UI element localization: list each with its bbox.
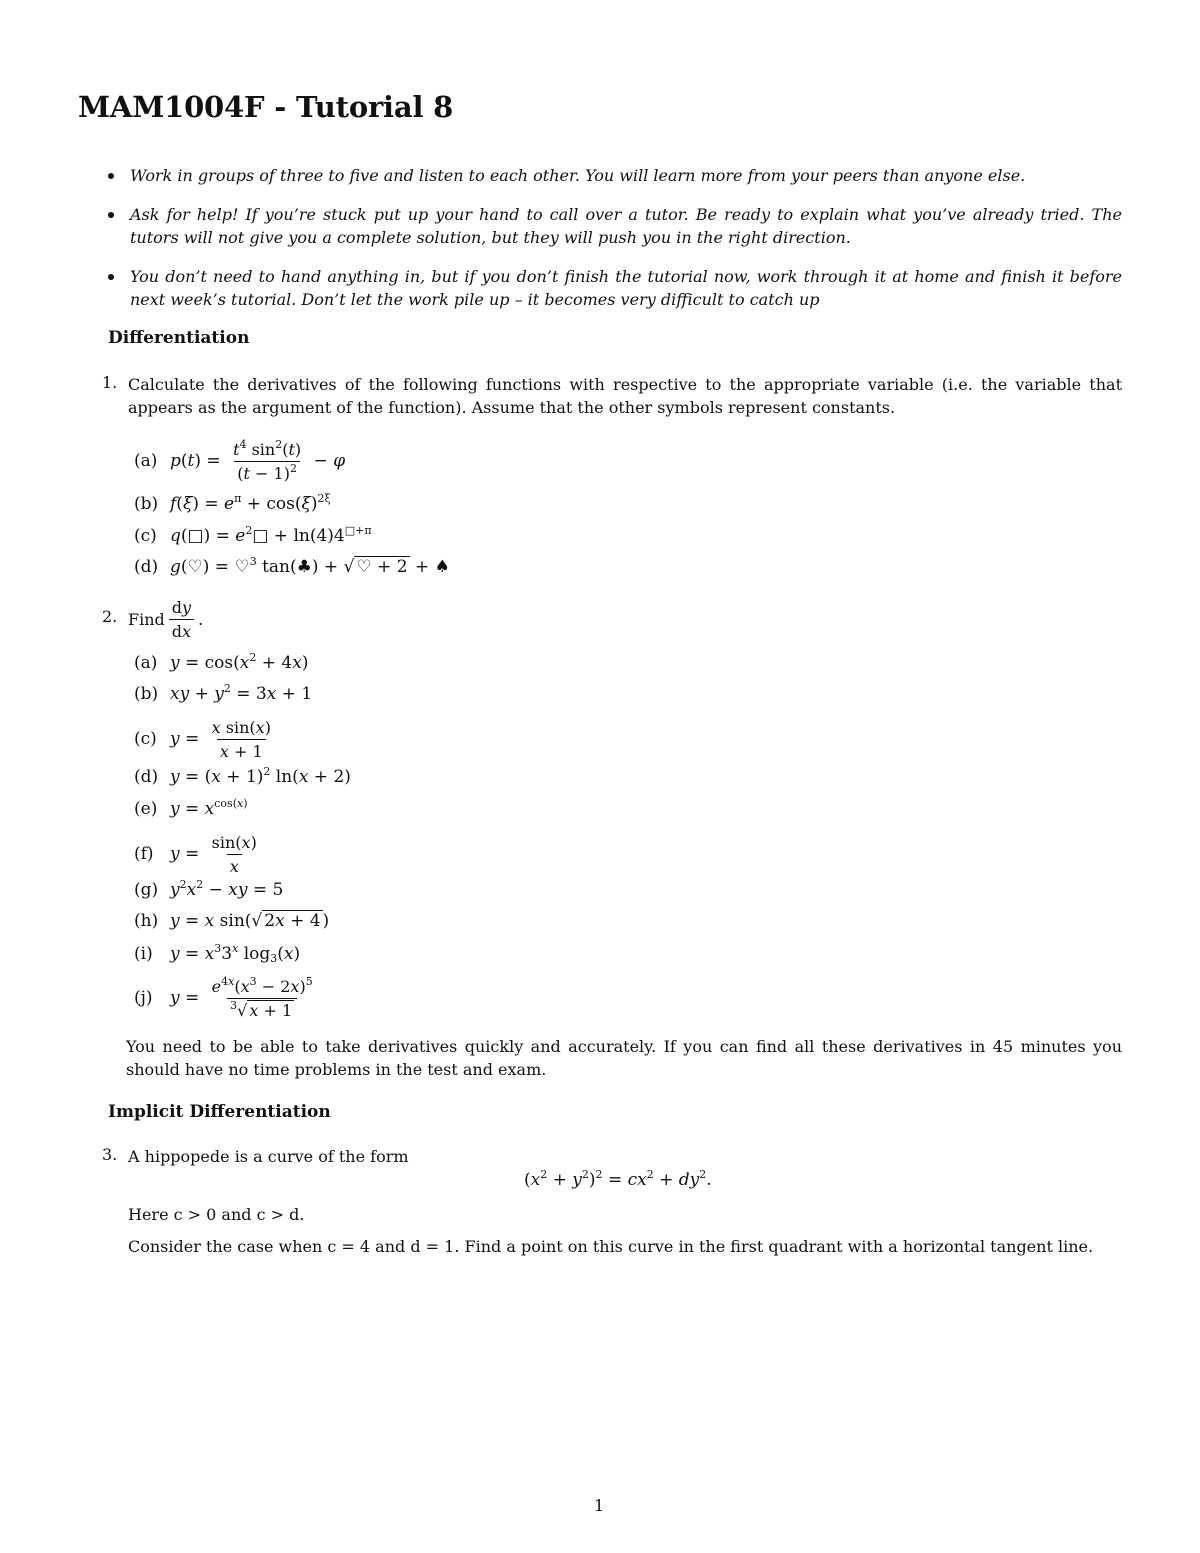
bullet-icon: [108, 274, 114, 280]
formula: $y = x^{cos(x)}$: [170, 797, 248, 819]
question-number: 2.: [102, 607, 118, 626]
formula: xy + $y^2 = 3x + 1$: [170, 682, 313, 704]
formula: $y = \cos(x^2 + 4x)$: [170, 651, 309, 673]
question-3-text: A hippopede is a curve of the form: [128, 1147, 409, 1166]
bullet-icon: [108, 173, 114, 179]
section-heading-implicit: Implicit Differentiation: [108, 1102, 331, 1122]
formula: $y = x^33^x$ $\log_3(x)$: [170, 942, 301, 965]
hippopede-equation: $(x^2 + y^2)^2 = cx^2 + dy^2$.: [524, 1168, 712, 1190]
formula: y = $\frac{\text{x sin(x)}}{x + 1}$: [170, 717, 271, 761]
question-1c: (c) q(□) = $e^2□ + \ln(4)4^{□+\pi}$: [134, 524, 372, 546]
question-2a: (a) $y = \cos(x^2 + 4x)$: [134, 651, 309, 673]
formula: $y^2x^2$ − xy = 5: [170, 878, 284, 900]
question-2h: (h) y = x sin(√ 2x + 4 ): [134, 911, 330, 931]
formula: $f(\xi) = e^\pi + \cos(\xi)^{2\xi}$: [170, 492, 331, 514]
question-1a: (a) p(t) = $\frac{t^4 \sin^2(t)}{(t - 1)^2}$ − φ: [134, 437, 346, 483]
section-heading-differentiation: Differentiation: [108, 328, 250, 348]
page-title: MAM1004F - Tutorial 8: [78, 90, 454, 124]
question-2f: (f) y = $\frac{\sin(x)}{x}$: [134, 828, 264, 880]
question-2d: (d) $y = (x + 1)^2$ ln(x + 2): [134, 765, 351, 787]
question-2c: (c) y = $\frac{\text{x sin(x)}}{x + 1}$: [134, 713, 278, 765]
question-number: 1.: [102, 373, 118, 392]
page-number: 1: [594, 1496, 605, 1515]
formula: y = $\frac{e^{4x}(x^3 - 2x)^5}{^3√ x + 1}$: [170, 974, 313, 1020]
question-1d: (d) g(♡) = ♡$^3$ tan(♣) + √ ♡ + 2 + ♠: [134, 555, 450, 577]
instruction-item: Ask for help! If you’re stuck put up your hand to call over a tutor. Be ready to explain what you’ve already tried. The tutors will not give you a complete solution, but they will push you in the right direction.: [108, 203, 1122, 249]
question-2g: (g) $y^2x^2$ − xy = 5: [134, 878, 284, 900]
question-number: 3.: [102, 1145, 118, 1164]
question-2i: (i) $y = x^33^x$ $\log_3(x)$: [134, 942, 301, 965]
formula: y = x sin(√ 2x + 4 ): [170, 911, 330, 931]
question-2b: (b) xy + $y^2 = 3x + 1$: [134, 682, 313, 704]
question-1-text: Calculate the derivatives of the following functions with respective to the appropriate variable (i.e. the variable that appears as the argument of the function). Assume that the other symbols represent constants.: [128, 375, 1122, 417]
formula: p(t) = $\frac{t^4 \sin^2(t)}{(t - 1)^2}$ − φ: [170, 437, 346, 483]
question-2j: (j) y = $\frac{e^{4x}(x^3 - 2x)^5}{^3√ x + 1}$: [134, 972, 320, 1024]
note-text: You need to be able to take derivatives quickly and accurately. If you can find all these derivatives in 45 minutes you should have no time problems in the test and exam.: [126, 1037, 1122, 1079]
instruction-item: Work in groups of three to five and listen to each other. You will learn more from your peers than anyone else.: [108, 164, 1122, 187]
question-2e: (e) $y = x^{cos(x)}$: [134, 797, 248, 819]
formula: q(□) = $e^2□ + \ln(4)4^{□+\pi}$: [170, 524, 372, 546]
question-1b: (b) $f(\xi) = e^\pi + \cos(\xi)^{2\xi}$: [134, 492, 331, 514]
question-2-text: Find $\frac{dy}{dx}$ .: [128, 597, 204, 641]
question-3-task: Consider the case when c = 4 and d = 1. Find a point on this curve in the first quadrant with a horizontal tangent line.: [128, 1237, 1094, 1256]
bullet-icon: [108, 212, 114, 218]
question-3-condition: Here c > 0 and c > d.: [128, 1205, 305, 1224]
formula: y = $\frac{\sin(x)}{x}$: [170, 832, 257, 876]
formula: g(♡) = ♡$^3$ tan(♣) + √ ♡ + 2 + ♠: [170, 555, 450, 577]
instruction-item: You don’t need to hand anything in, but if you don’t finish the tutorial now, work through it at home and finish it before next week’s tutorial. Don’t let the work pile up – it becomes very difficult to catch up: [108, 265, 1122, 311]
dy-dx-formula: $\frac{dy}{dx}$: [169, 598, 194, 641]
instructions-list: [108, 164, 1122, 327]
formula: $y = (x + 1)^2$ ln(x + 2): [170, 765, 351, 787]
